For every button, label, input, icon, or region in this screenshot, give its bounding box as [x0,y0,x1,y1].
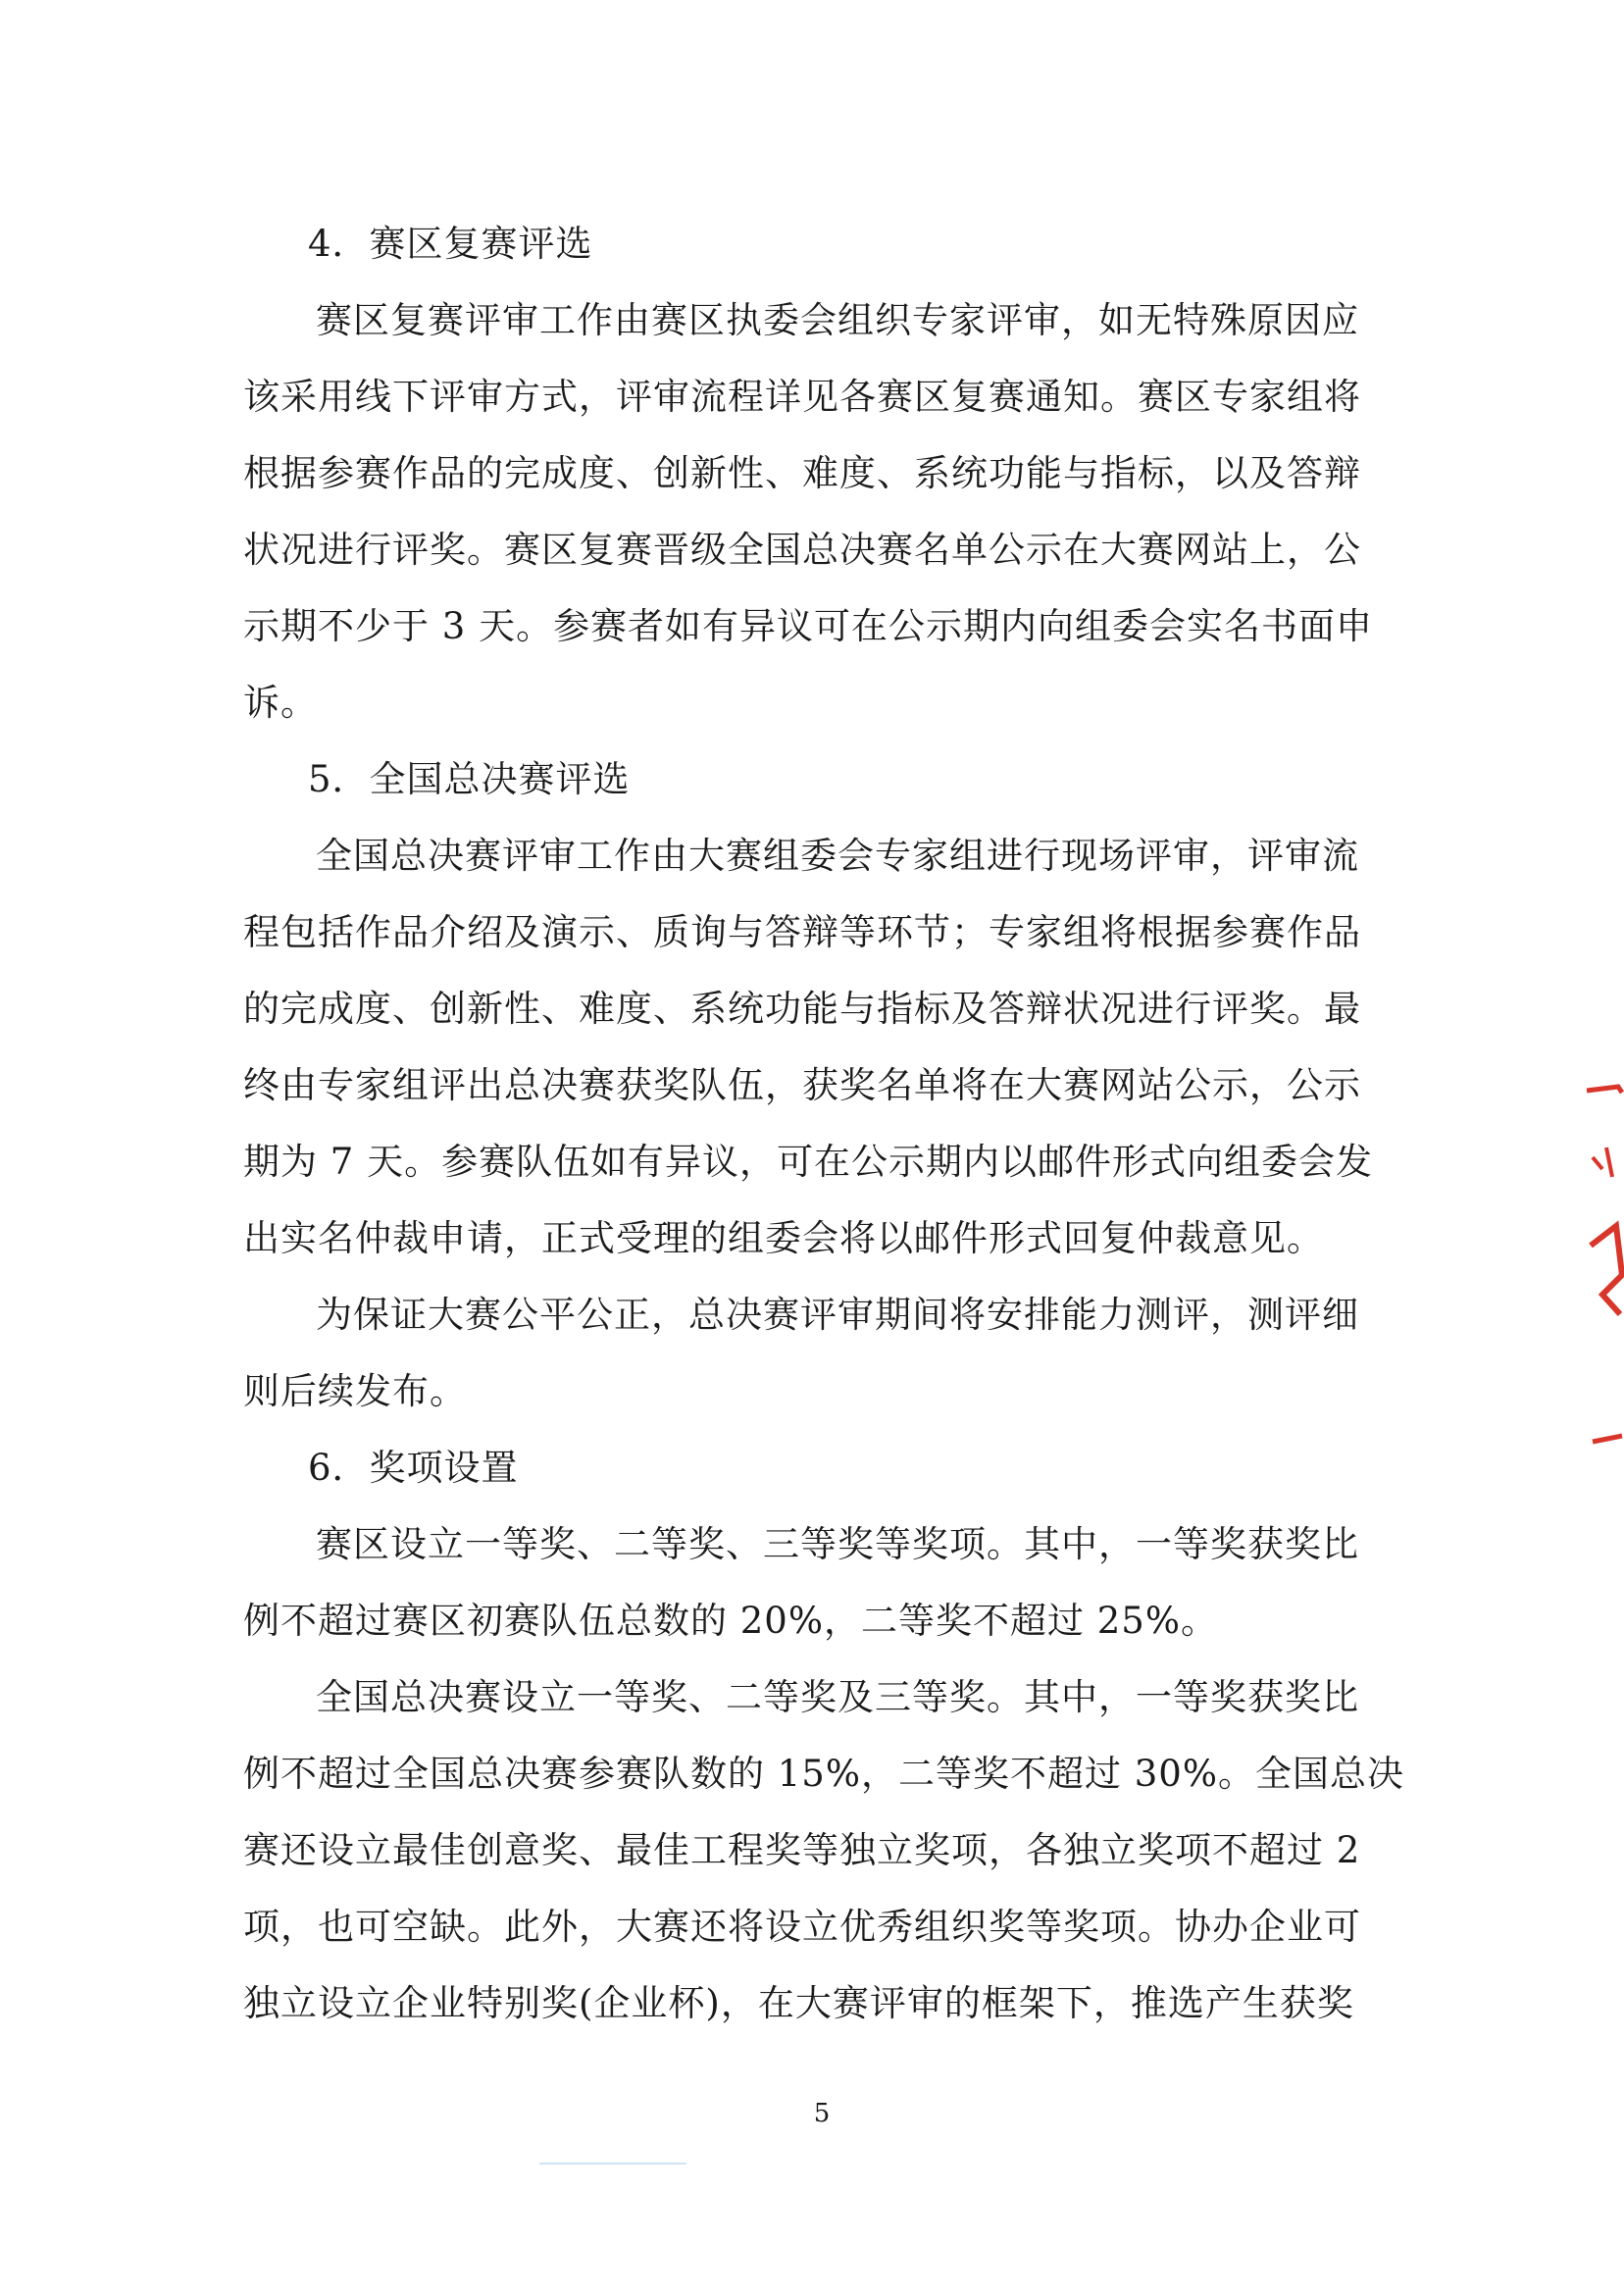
text-line: 独立设立企业特别奖(企业杯)，在大赛评审的框架下，推选产生获奖 [243,1982,1354,2024]
official-seal-fragment [1573,1079,1624,1452]
text-line: 根据参赛作品的完成度、创新性、难度、系统功能与指标，以及答辩 [243,452,1361,494]
text-line: 赛区设立一等奖、二等奖、三等奖等奖项。其中，一等奖获奖比 [316,1523,1359,1565]
text-line: 为保证大赛公平公正，总决赛评审期间将安排能力测评，测评细 [316,1294,1359,1336]
text-line: 程包括作品介绍及演示、质询与答辩等环节；专家组将根据参赛作品 [243,911,1361,953]
text-line: 终由专家组评出总决赛获奖队伍，获奖名单将在大赛网站公示，公示 [243,1064,1361,1106]
text-line: 期为 7 天。参赛队伍如有异议，可在公示期内以邮件形式向组委会发 [243,1141,1374,1183]
section-heading: 5．全国总决赛评选 [308,758,631,800]
section-heading: 6．奖项设置 [308,1447,519,1489]
text-line: 全国总决赛评审工作由大赛组委会专家组进行现场评审，评审流 [316,835,1359,877]
text-line: 赛还设立最佳创意奖、最佳工程奖等独立奖项，各独立奖项不超过 2 [243,1829,1361,1871]
text-line: 状况进行评奖。赛区复赛晋级全国总决赛名单公示在大赛网站上，公 [243,529,1361,571]
text-line: 则后续发布。 [243,1370,467,1412]
footer-rule [539,2163,686,2165]
section-heading: 4．赛区复赛评选 [308,223,593,265]
seal-stroke-top [1587,1087,1622,1093]
text-line: 赛区复赛评审工作由赛区执委会组织专家评审，如无特殊原因应 [316,299,1359,341]
text-line: 项，也可空缺。此外，大赛还将设立优秀组织奖等奖项。协办企业可 [243,1906,1361,1948]
page-number: 5 [813,2099,831,2128]
text-line: 示期不少于 3 天。参赛者如有异议可在公示期内向组委会实名书面申 [243,605,1374,647]
seal-stroke-char [1591,1226,1622,1314]
seal-stroke-mid [1593,1147,1612,1177]
text-line: 的完成度、创新性、难度、系统功能与指标及答辩状况进行评奖。最 [243,988,1361,1030]
document-body [243,206,1404,2042]
text-line: 该采用线下评审方式，评审流程详见各赛区复赛通知。赛区专家组将 [243,376,1361,418]
text-line: 例不超过全国总决赛参赛队数的 15%，二等奖不超过 30%。全国总决 [243,1753,1404,1795]
text-line: 出实名仲裁申请，正式受理的组委会将以邮件形式回复仲裁意见。 [243,1217,1324,1259]
seal-stroke-bottom [1593,1436,1622,1442]
text-line: 例不超过赛区初赛队伍总数的 20%，二等奖不超过 25%。 [243,1600,1218,1642]
text-line: 全国总决赛设立一等奖、二等奖及三等奖。其中，一等奖获奖比 [316,1676,1359,1718]
text-line: 诉。 [243,682,318,724]
